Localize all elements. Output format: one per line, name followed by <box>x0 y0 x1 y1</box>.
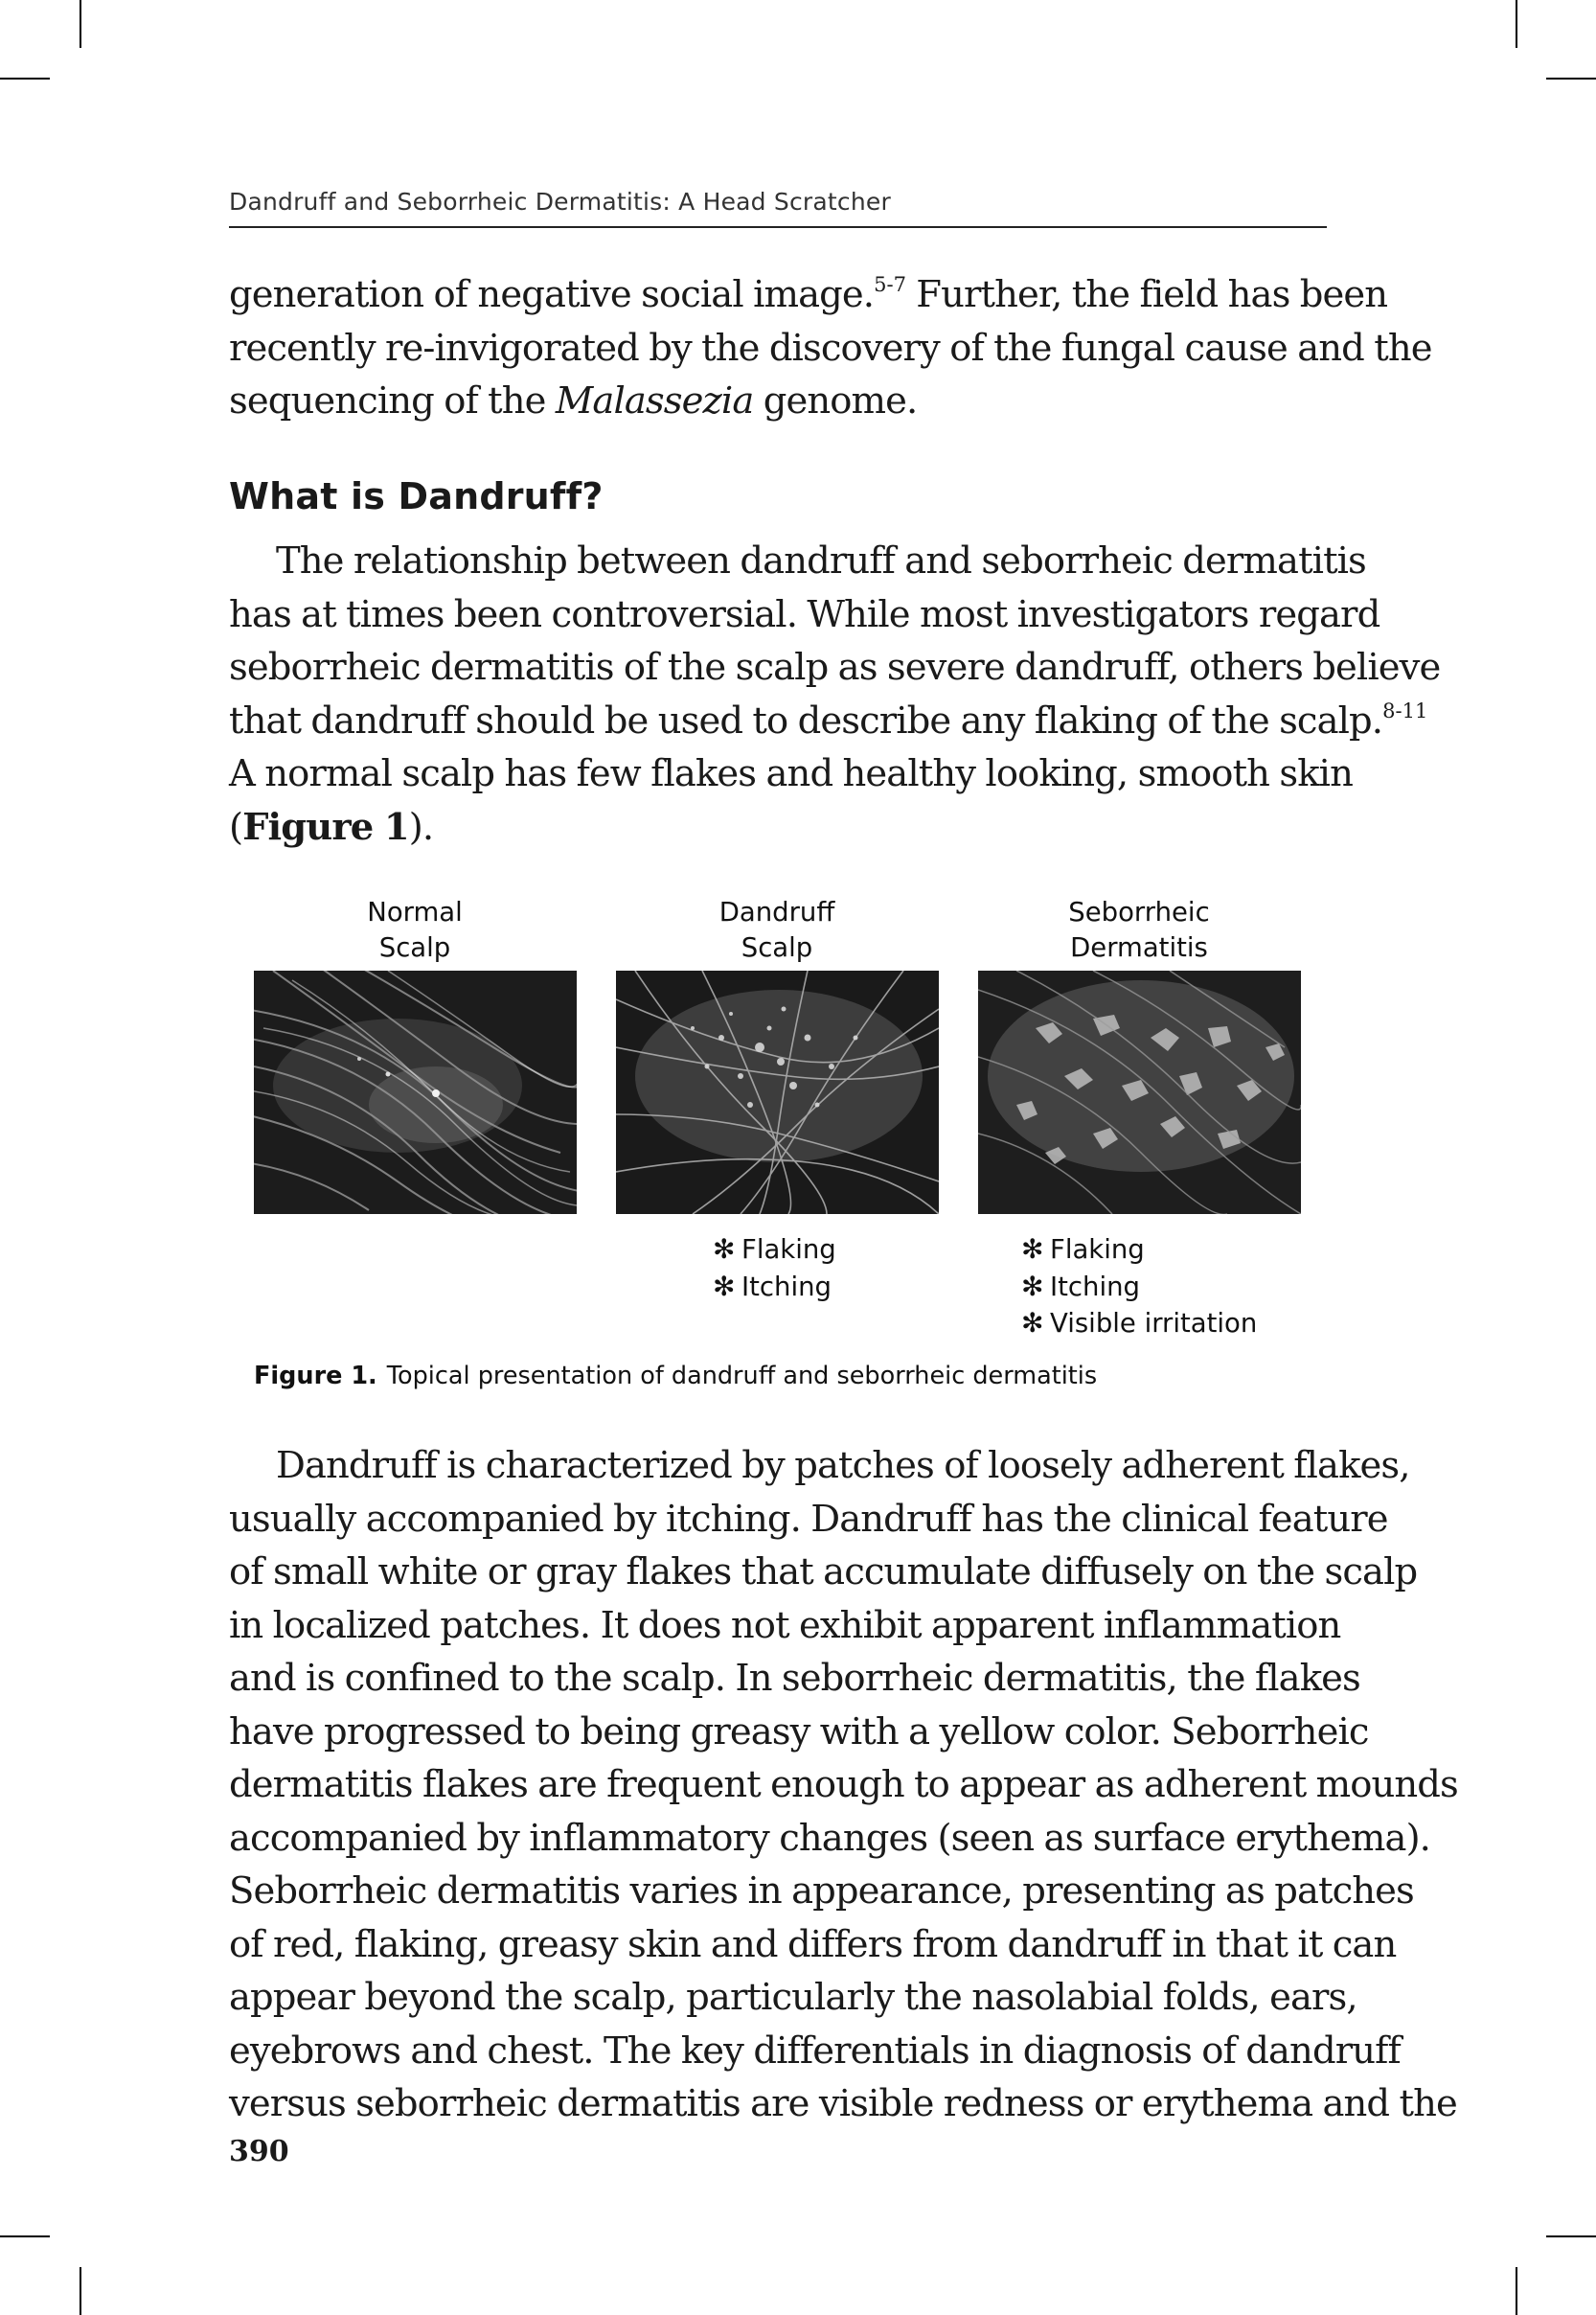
paragraph-characteristics <box>229 1439 1458 2131</box>
note-item <box>713 1269 836 1306</box>
paragraph-line: A normal scalp has few flakes and healthy looking, smooth skin <box>229 752 1353 795</box>
note-item <box>713 1231 836 1269</box>
asterisk-icon: ✻ <box>713 1233 736 1265</box>
panel-label-line: Dandruff <box>718 897 835 928</box>
asterisk-icon: ✻ <box>1021 1233 1044 1265</box>
photo-dandruff-scalp <box>616 971 939 1214</box>
normal-scalp-image <box>254 971 577 1214</box>
crop-mark-bottom-right-horizontal <box>1546 2235 1596 2237</box>
paragraph-line <box>229 801 1440 855</box>
paragraph-line: accompanied by inflammatory changes (seen as surface erythema). <box>229 1816 1431 1860</box>
crop-mark-bottom-left-horizontal <box>0 2235 50 2237</box>
dandruff-scalp-image <box>616 971 939 1214</box>
paragraph-text: ( <box>229 805 243 849</box>
paragraph-text: ). <box>408 805 434 849</box>
seborrheic-notes <box>1021 1231 1257 1342</box>
panel-label-line: Scalp <box>741 932 813 963</box>
crop-mark-bottom-left-vertical <box>80 2267 81 2315</box>
note-item <box>1021 1305 1257 1342</box>
paragraph-definition <box>229 535 1440 854</box>
asterisk-icon: ✻ <box>713 1270 736 1302</box>
note-text: Itching <box>1050 1271 1140 1302</box>
paragraph-line: in localized patches. It does not exhibit apparent inflammation <box>229 1603 1341 1647</box>
dandruff-notes <box>713 1231 836 1305</box>
note-item <box>1021 1231 1257 1269</box>
intro-text: generation of negative social image. <box>229 273 875 316</box>
note-text: Itching <box>741 1271 832 1302</box>
caption-text: Topical presentation of dandruff and seborrheic dermatitis <box>386 1362 1098 1390</box>
intro-line-2: recently re-invigorated by the discovery of the fungal cause and the <box>229 326 1432 370</box>
intro-line-3 <box>229 375 1432 428</box>
note-text: Flaking <box>741 1234 836 1265</box>
photo-normal-scalp <box>254 971 577 1214</box>
paragraph-line: of small white or gray flakes that accumulate diffusely on the scalp <box>229 1550 1418 1593</box>
paragraph-line: eyebrows and chest. The key differentials in diagnosis of dandruff <box>229 2028 1401 2073</box>
paragraph-line: seborrheic dermatitis of the scalp as severe dandruff, others believe <box>229 646 1441 689</box>
caption-label: Figure 1. <box>254 1362 377 1390</box>
panel-label-line: Seborrheic <box>1068 897 1210 928</box>
header-rule <box>229 226 1327 228</box>
crop-mark-bottom-right-vertical <box>1516 2267 1517 2315</box>
panel-label-dandruff <box>614 895 940 966</box>
asterisk-icon: ✻ <box>1021 1270 1044 1302</box>
crop-mark-top-left-vertical <box>80 0 81 48</box>
intro-text: Further, the field has been <box>905 273 1388 316</box>
note-text: Flaking <box>1050 1234 1145 1265</box>
paragraph-line: has at times been controversial. While most investigators regard <box>229 592 1380 636</box>
seborrheic-dermatitis-image <box>978 971 1301 1214</box>
paragraph-line: usually accompanied by itching. Dandruff has the clinical feature <box>229 1497 1388 1541</box>
intro-text: genome. <box>753 379 918 423</box>
note-item <box>1021 1269 1257 1306</box>
paragraph-line: versus seborrheic dermatitis are visible redness or erythema and the <box>229 2082 1457 2125</box>
paragraph-line: appear beyond the scalp, particularly the nasolabial folds, ears, <box>229 1976 1357 2019</box>
section-heading: What is Dandruff? <box>229 475 604 517</box>
page-number: 390 <box>229 2135 289 2168</box>
panel-label-line: Normal <box>367 897 463 928</box>
panel-label-line: Dermatitis <box>1070 932 1208 963</box>
panel-label-seborrheic <box>976 895 1302 966</box>
crop-mark-top-left-horizontal <box>0 78 50 80</box>
paragraph-line: and is confined to the scalp. In seborrheic dermatitis, the flakes <box>229 1657 1360 1700</box>
note-text: Visible irritation <box>1050 1308 1258 1339</box>
panel-label-normal <box>252 895 578 966</box>
paragraph-line <box>229 695 1440 748</box>
crop-mark-top-right-vertical <box>1516 0 1517 48</box>
intro-line-1 <box>229 268 1432 322</box>
paragraph-text: that dandruff should be used to describe any flaking of the scalp. <box>229 699 1383 743</box>
paragraph-line: dermatitis flakes are frequent enough to appear as adherent mounds <box>229 1763 1458 1806</box>
panel-label-line: Scalp <box>378 932 451 963</box>
figure-reference: Figure 1 <box>242 805 409 849</box>
paragraph-line: The relationship between dandruff and seborrheic dermatitis <box>276 539 1366 583</box>
citation-ref: 8-11 <box>1382 699 1428 722</box>
intro-text: sequencing of the <box>229 379 556 423</box>
intro-paragraph <box>229 268 1432 428</box>
photo-seborrheic-dermatitis <box>978 971 1301 1214</box>
paragraph-line: Dandruff is characterized by patches of loosely adherent flakes, <box>276 1444 1410 1487</box>
running-header: Dandruff and Seborrheic Dermatitis: A Head Scratcher <box>229 188 891 216</box>
paragraph-line: Seborrheic dermatitis varies in appearance, presenting as patches <box>229 1869 1414 1913</box>
asterisk-icon: ✻ <box>1021 1307 1044 1339</box>
figure-caption <box>254 1362 1097 1390</box>
paragraph-line: of red, flaking, greasy skin and differs from dandruff in that it can <box>229 1922 1397 1966</box>
genus-name: Malassezia <box>555 379 754 423</box>
citation-ref: 5-7 <box>874 273 906 296</box>
crop-mark-top-right-horizontal <box>1546 78 1596 80</box>
paragraph-line: have progressed to being greasy with a yellow color. Seborrheic <box>229 1709 1369 1753</box>
